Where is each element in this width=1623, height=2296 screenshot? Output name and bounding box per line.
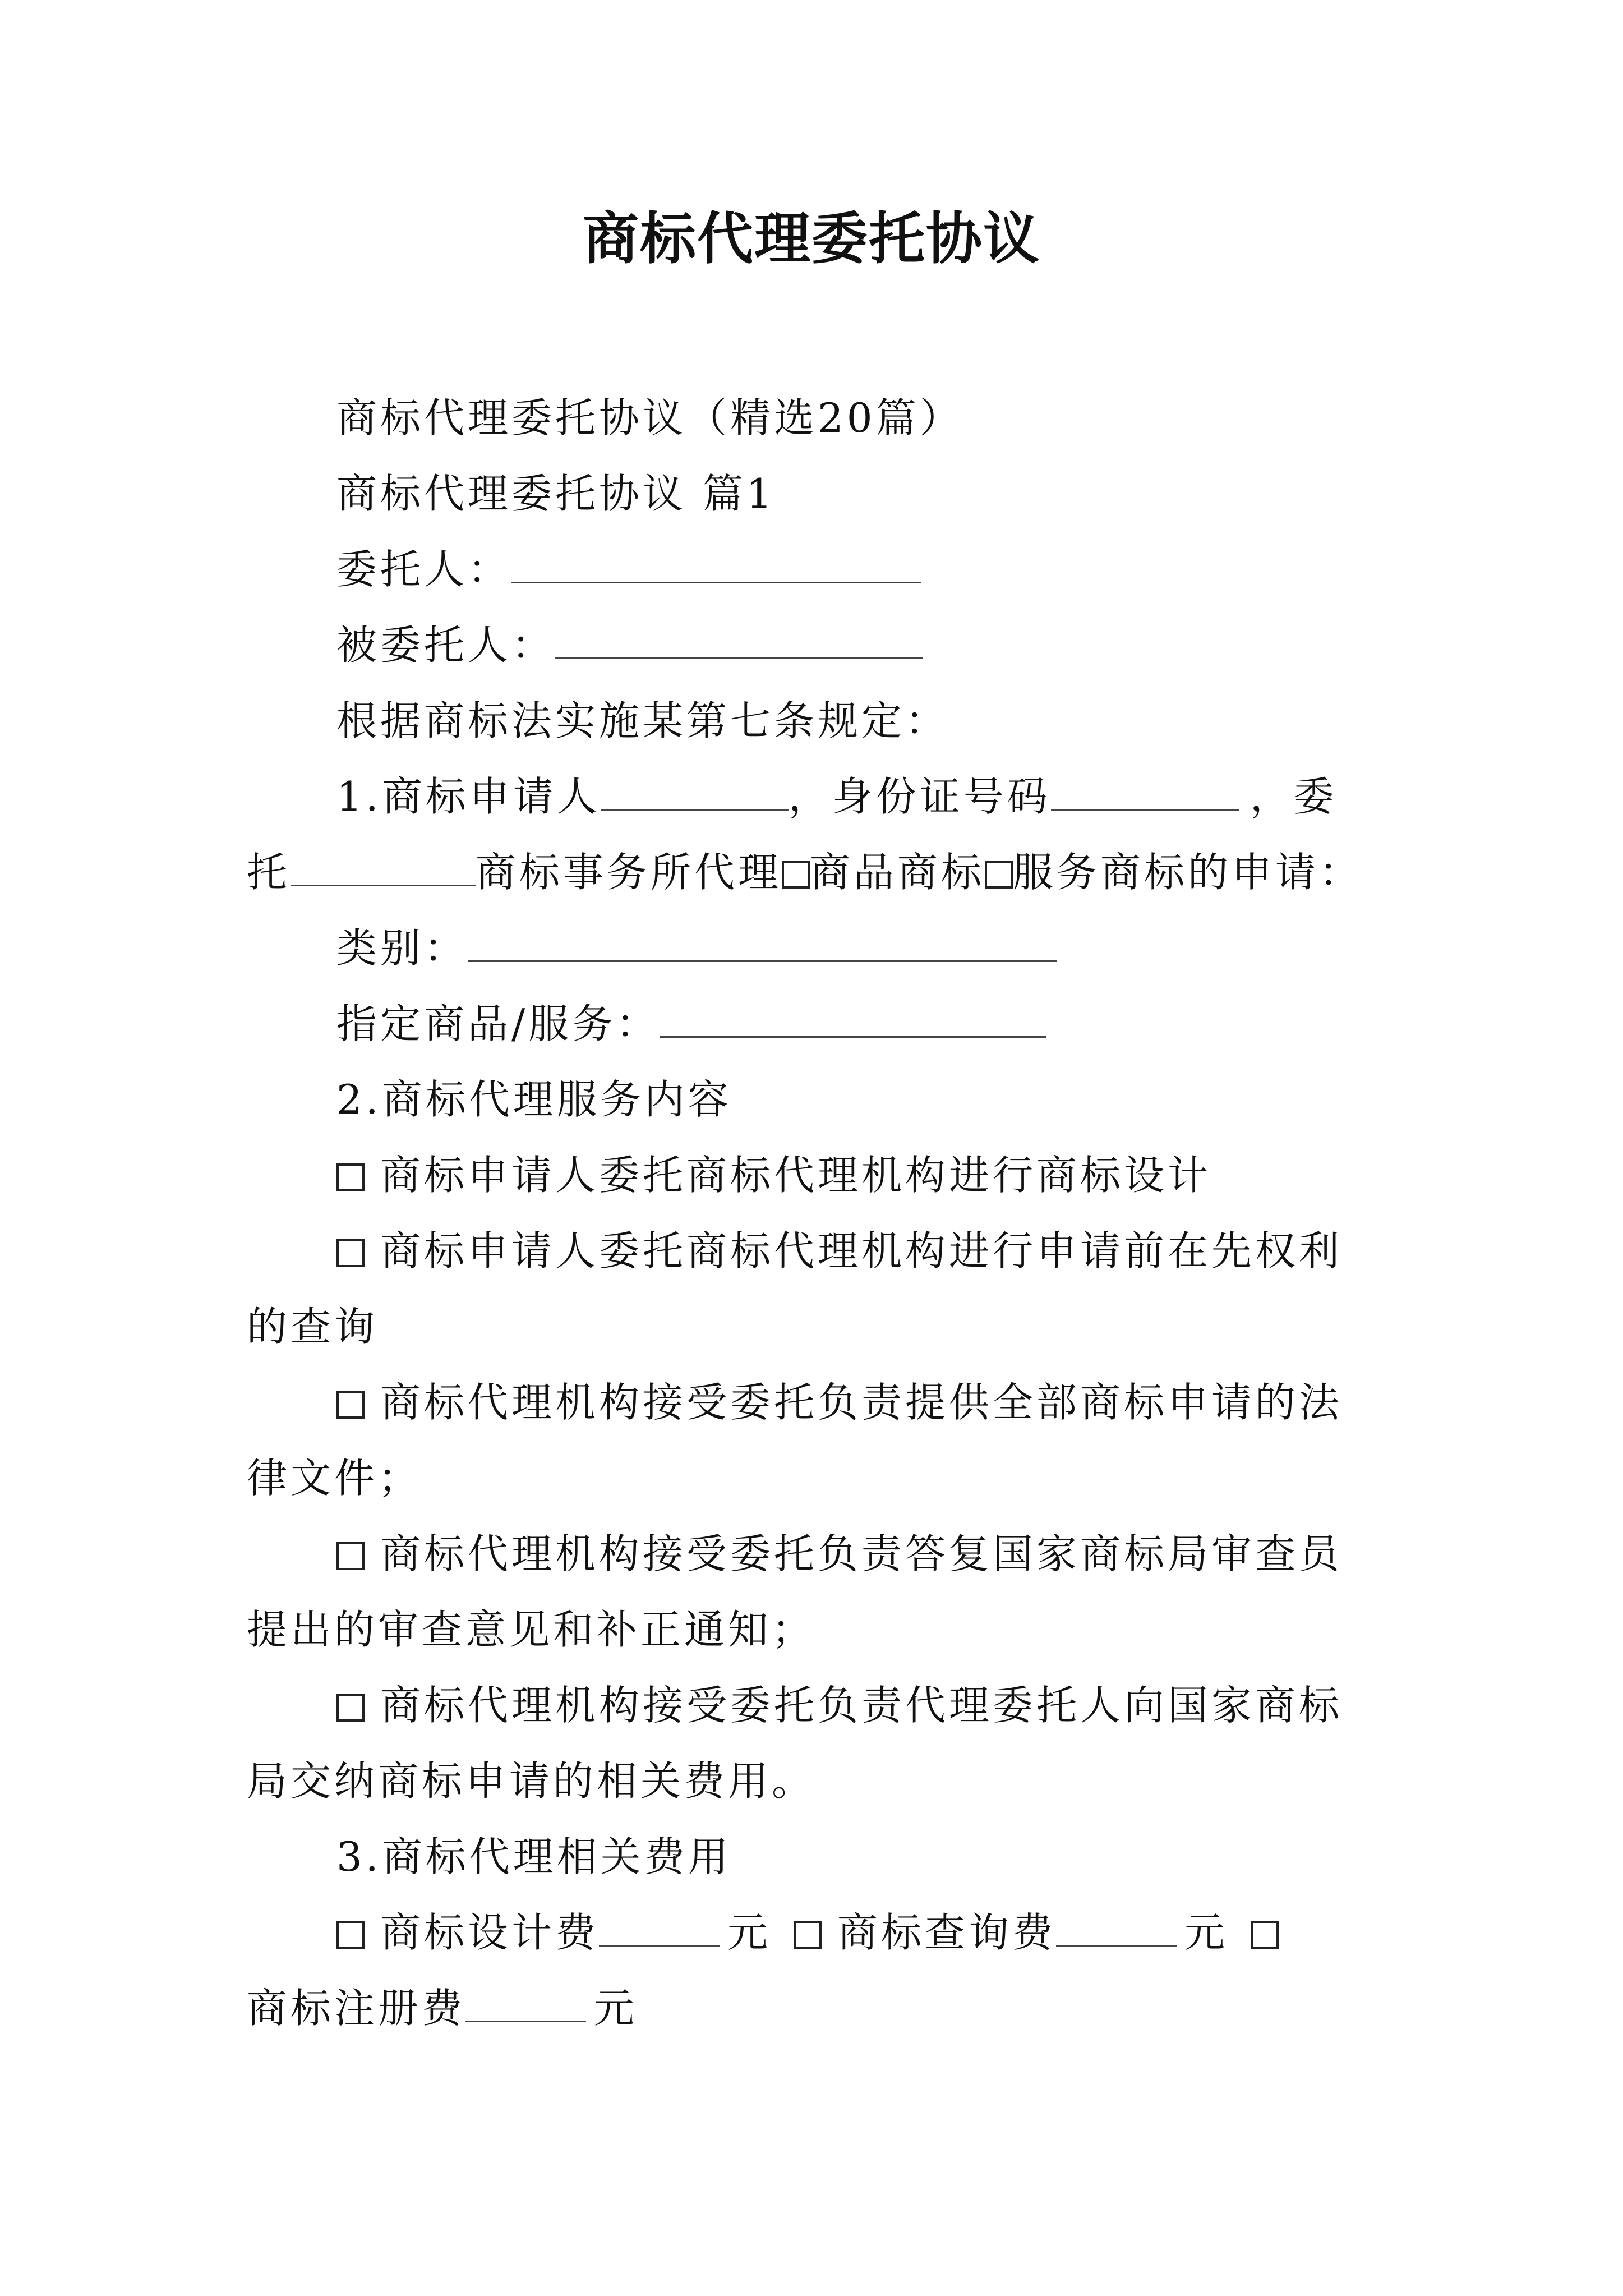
clause1-applicant: 1.商标申请人 [336,773,601,820]
registration-fee-checkbox[interactable] [1251,1921,1279,1949]
service-item-checkbox[interactable] [336,1239,365,1267]
service-item-checkbox[interactable] [336,1542,365,1570]
service-item [336,1220,1343,1282]
document-title: 商标代理委托协议 [583,205,1040,272]
service-item [336,1372,1343,1433]
goods-trademark-checkbox[interactable] [782,861,810,889]
category-blank [468,924,1057,962]
client-blank [511,546,921,583]
clause1-entrust: ，委 [1249,773,1338,820]
service-item [336,1674,1343,1736]
registration-fee-label: 商标注册费 [247,1985,466,2032]
service-item-checkbox[interactable] [336,1694,365,1722]
search-fee-checkbox[interactable] [794,1921,822,1949]
search-fee-label: 商标查询费 [837,1909,1057,1956]
applicant-blank [601,773,789,811]
service-item-text: 商标代理机构接受委托负责答复国家商标局审查员 [380,1530,1343,1577]
design-fee-label: 商标设计费 [380,1909,600,1956]
service-item-text: 商标申请人委托商标代理机构进行商标设计 [380,1152,1212,1199]
service-item-checkbox[interactable] [336,1391,365,1419]
service-item-checkbox[interactable] [336,1163,365,1191]
service-item-continuation: 的查询 [247,1303,379,1350]
document-subtitle: 商标代理委托协议（精选20篇） [336,394,963,441]
agent-field [336,614,923,676]
search-fee-blank [1056,1909,1177,1947]
service-item-continuation: 律文件； [247,1455,422,1502]
goods-blank [660,1000,1046,1038]
clause2-heading: 2.商标代理服务内容 [336,1076,732,1123]
clause1-line2 [247,841,1363,903]
fees-line1 [336,1902,1279,1963]
section-heading: 商标代理委托协议 篇1 [336,470,776,517]
service-item-text: 商标代理机构接受委托负责代理委托人向国家商标 [380,1682,1343,1729]
design-fee-checkbox[interactable] [336,1921,365,1949]
service-item-continuation: 提出的审查意见和补正通知； [247,1606,816,1653]
category-field [336,917,1057,979]
design-fee-blank [599,1909,720,1947]
clause1-line1 [336,766,1338,827]
clause3-heading: 3.商标代理相关费用 [336,1833,732,1880]
service-item-continuation: 局交纳商标申请的相关费用。 [247,1757,816,1805]
category-label: 类别： [336,924,468,972]
service-trademark-label: 服务商标的申请： [1013,849,1363,896]
goods-trademark-label: 商品商标 [810,849,985,896]
agency-blank [291,849,476,886]
goods-field [336,993,1046,1055]
client-field [336,539,921,600]
clause1-id: ，身份证号码 [788,773,1051,820]
search-fee-unit: 元 [1184,1909,1229,1956]
service-item-text: 商标申请人委托商标代理机构进行申请前在先权利 [380,1227,1343,1274]
design-fee-unit: 元 [727,1909,772,1956]
legal-basis: 根据商标法实施某第七条规定： [336,697,949,744]
service-trademark-checkbox[interactable] [985,861,1013,889]
id-number-blank [1051,773,1239,811]
client-label: 委托人： [336,546,512,593]
clause1-agency-text: 商标事务所代理 [476,849,782,896]
agent-blank [555,622,923,659]
registration-fee-unit: 元 [594,1985,638,2032]
agent-label: 被委托人： [336,622,556,669]
goods-label: 指定商品/服务： [336,1000,660,1047]
fees-line2 [247,1977,638,2039]
service-item-text: 商标代理机构接受委托负责提供全部商标申请的法 [380,1379,1343,1426]
registration-fee-blank [465,1985,586,2022]
service-item [336,1144,1211,1206]
clause1-tuo: 托 [247,849,291,896]
service-item [336,1523,1343,1585]
